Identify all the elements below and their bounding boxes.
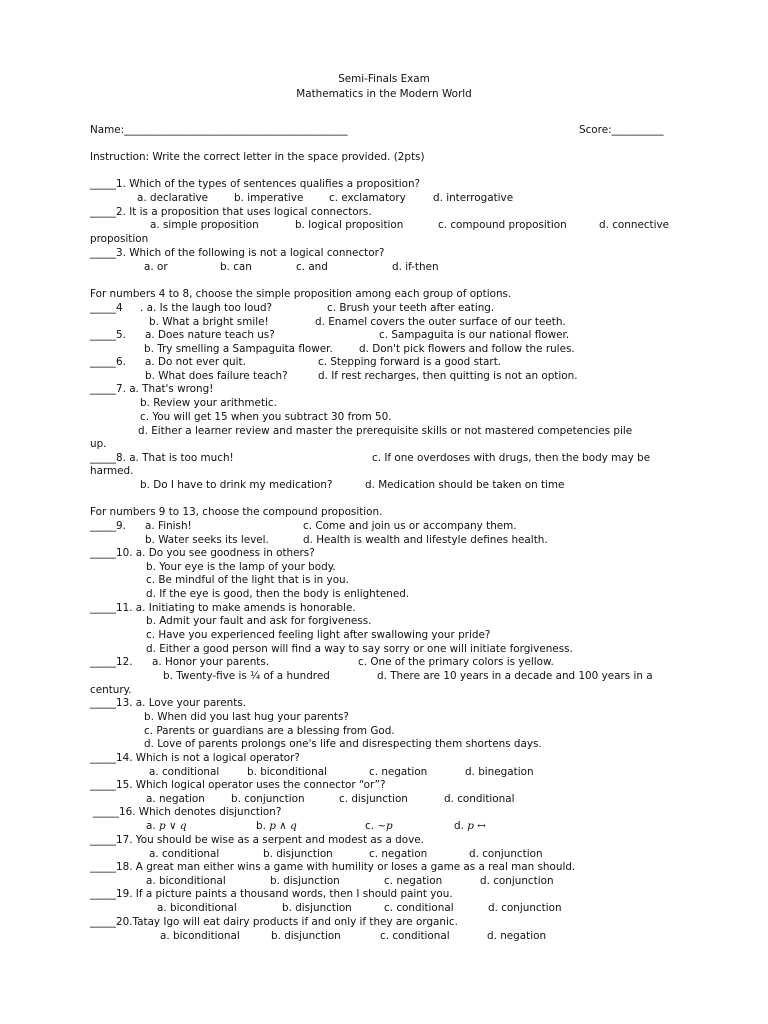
q6-option-d: d. If rest recharges, then quitting is not an option. xyxy=(318,370,578,382)
question-14: _____14. Which is not a logical operator? xyxy=(90,752,300,764)
q15-option-b: b. conjunction xyxy=(231,793,305,805)
question-19: _____19. If a picture paints a thousand words, then I should paint you. xyxy=(90,888,453,900)
q3-option-a: a. or xyxy=(144,261,168,273)
q16-option-d-expression: p ↔ xyxy=(467,820,486,832)
question-5-number: _____5. xyxy=(90,329,126,341)
exam-subtitle: Mathematics in the Modern World xyxy=(296,88,472,100)
question-7: _____7. a. That's wrong! xyxy=(90,383,214,395)
question-17: _____17. You should be wise as a serpent and modest as a dove. xyxy=(90,834,424,846)
q9-option-b: b. Water seeks its level. xyxy=(145,534,269,546)
q10-option-d: d. If the eye is good, then the body is enlightened. xyxy=(146,588,410,600)
q1-option-c: c. exclamatory xyxy=(329,192,406,204)
q2-option-b: b. logical proposition xyxy=(295,219,404,231)
question-20: _____20.Tatay Igo will eat dairy products if and only if they are organic. xyxy=(90,916,458,928)
q6-option-a: a. Do not ever quit. xyxy=(145,356,246,368)
q13-option-d: d. Love of parents prolongs one's life and disrespecting them shortens days. xyxy=(144,738,542,750)
q15-option-c: c. disjunction xyxy=(339,793,408,805)
q10-option-c: c. Be mindful of the light that is in you. xyxy=(146,574,349,586)
q12-option-a: a. Honor your parents. xyxy=(152,656,270,668)
q5-option-d: d. Don't pick flowers and follow the rules. xyxy=(359,343,575,355)
q16-option-d-letter: d. xyxy=(454,820,464,832)
q5-option-c: c. Sampaguita is our national flower. xyxy=(379,329,570,341)
q14-option-a: a. conditional xyxy=(149,766,220,778)
q4-option-b: b. What a bright smile! xyxy=(149,316,269,328)
q2-option-d-wrap: proposition xyxy=(90,233,149,245)
q9-option-d: d. Health is wealth and lifestyle defines health. xyxy=(303,534,548,546)
q19-option-a: a. biconditional xyxy=(157,902,237,914)
q16-option-a-letter: a. xyxy=(146,820,156,832)
q4-option-a: . a. Is the laugh too loud? xyxy=(140,302,273,314)
instruction-text: Instruction: Write the correct letter in the space provided. (2pts) xyxy=(90,151,425,163)
q20-option-d: d. negation xyxy=(487,930,547,942)
q16-option-c xyxy=(365,820,393,834)
q4-option-d: d. Enamel covers the outer surface of our teeth. xyxy=(315,316,566,328)
question-3: _____3. Which of the following is not a logical connector? xyxy=(90,247,385,259)
section-instruction-9-13: For numbers 9 to 13, choose the compound proposition. xyxy=(90,506,383,518)
exam-title: Semi-Finals Exam xyxy=(338,73,430,85)
q8-option-c-wrap: harmed. xyxy=(90,465,134,477)
q3-option-d: d. if-then xyxy=(392,261,439,273)
q20-option-c: c. conditional xyxy=(380,930,450,942)
q12-option-b: b. Twenty-five is ¼ of a hundred xyxy=(163,670,330,682)
q3-option-b: b. can xyxy=(220,261,252,273)
q9-option-a: a. Finish! xyxy=(145,520,192,532)
question-18: _____18. A great man either wins a game with humility or loses a game as a real man should. xyxy=(90,861,576,873)
q16-option-a xyxy=(146,820,187,834)
question-1: _____1. Which of the types of sentences qualifies a proposition? xyxy=(90,178,421,190)
q18-option-c: c. negation xyxy=(384,875,443,887)
q7-option-b: b. Review your arithmetic. xyxy=(140,397,277,409)
q16-option-b-expression: p ∧ q xyxy=(269,820,297,832)
section-instruction-4-8: For numbers 4 to 8, choose the simple proposition among each group of options. xyxy=(90,288,512,300)
question-2: _____2. It is a proposition that uses logical connectors. xyxy=(90,206,372,218)
name-field: Name:___________________________________________ xyxy=(90,124,348,136)
q19-option-b: b. disjunction xyxy=(282,902,352,914)
question-9-number: _____9. xyxy=(90,520,126,532)
q1-option-d: d. interrogative xyxy=(433,192,514,204)
q15-option-a: a. negation xyxy=(146,793,205,805)
question-10: _____10. a. Do you see goodness in others? xyxy=(90,547,315,559)
q7-option-d: d. Either a learner review and master the prerequisite skills or not mastered competencies pile xyxy=(138,425,633,437)
q4-option-c: c. Brush your teeth after eating. xyxy=(327,302,495,314)
q12-option-d-wrap: century. xyxy=(90,684,132,696)
q18-option-b: b. disjunction xyxy=(270,875,340,887)
q16-option-b-letter: b. xyxy=(256,820,266,832)
q19-option-c: c. conditional xyxy=(384,902,454,914)
question-15: _____15. Which logical operator uses the connector “or”? xyxy=(90,779,386,791)
q11-option-b: b. Admit your fault and ask for forgiveness. xyxy=(146,615,372,627)
q16-option-b xyxy=(256,820,297,834)
q7-option-d-wrap: up. xyxy=(90,438,107,450)
q14-option-d: d. binegation xyxy=(465,766,534,778)
q17-option-b: b. disjunction xyxy=(263,848,333,860)
score-field: Score:__________ xyxy=(579,124,664,136)
q5-option-b: b. Try smelling a Sampaguita flower. xyxy=(144,343,333,355)
q20-option-a: a. biconditional xyxy=(160,930,240,942)
q12-option-d: d. There are 10 years in a decade and 100 years in a xyxy=(377,670,653,682)
q1-option-a: a. declarative xyxy=(137,192,209,204)
q14-option-c: c. negation xyxy=(369,766,428,778)
question-4-number: _____4 xyxy=(90,302,123,314)
q11-option-d: d. Either a good person will find a way to say sorry or one will initiate forgiveness. xyxy=(146,643,573,655)
q8-option-b: b. Do I have to drink my medication? xyxy=(140,479,333,491)
question-12-number: _____12. xyxy=(90,656,133,668)
q18-option-a: a. biconditional xyxy=(146,875,226,887)
q16-option-c-letter: c. xyxy=(365,820,375,832)
q20-option-b: b. disjunction xyxy=(271,930,341,942)
q2-option-c: c. compound proposition xyxy=(438,219,567,231)
question-11: _____11. a. Initiating to make amends is honorable. xyxy=(90,602,356,614)
q8-option-c: c. If one overdoses with drugs, then the body may be xyxy=(372,452,651,464)
q6-option-c: c. Stepping forward is a good start. xyxy=(318,356,502,368)
q13-option-c: c. Parents or guardians are a blessing from God. xyxy=(144,725,395,737)
q16-option-c-expression: ~p xyxy=(377,820,393,832)
q1-option-b: b. imperative xyxy=(234,192,304,204)
q8-option-d: d. Medication should be taken on time xyxy=(365,479,565,491)
q18-option-d: d. conjunction xyxy=(480,875,554,887)
question-13: _____13. a. Love your parents. xyxy=(90,697,247,709)
q19-option-d: d. conjunction xyxy=(488,902,562,914)
q16-option-d xyxy=(454,820,486,834)
q3-option-c: c. and xyxy=(296,261,328,273)
q10-option-b: b. Your eye is the lamp of your body. xyxy=(146,561,336,573)
q16-option-a-expression: p ∨ q xyxy=(158,820,187,832)
q2-option-a: a. simple proposition xyxy=(150,219,259,231)
q7-option-c: c. You will get 15 when you subtract 30 from 50. xyxy=(140,411,392,423)
q17-option-d: d. conjunction xyxy=(469,848,543,860)
q17-option-c: c. negation xyxy=(369,848,428,860)
q12-option-c: c. One of the primary colors is yellow. xyxy=(358,656,554,668)
question-8: _____8. a. That is too much! xyxy=(90,452,234,464)
q6-option-b: b. What does failure teach? xyxy=(145,370,288,382)
q15-option-d: d. conditional xyxy=(444,793,515,805)
q14-option-b: b. biconditional xyxy=(247,766,327,778)
question-6-number: _____6. xyxy=(90,356,126,368)
question-16: _____16. Which denotes disjunction? xyxy=(93,806,282,818)
q5-option-a: a. Does nature teach us? xyxy=(145,329,275,341)
q17-option-a: a. conditional xyxy=(149,848,220,860)
q11-option-c: c. Have you experienced feeling light after swallowing your pride? xyxy=(146,629,491,641)
q13-option-b: b. When did you last hug your parents? xyxy=(144,711,349,723)
q2-option-d: d. connective xyxy=(599,219,670,231)
q9-option-c: c. Come and join us or accompany them. xyxy=(303,520,517,532)
